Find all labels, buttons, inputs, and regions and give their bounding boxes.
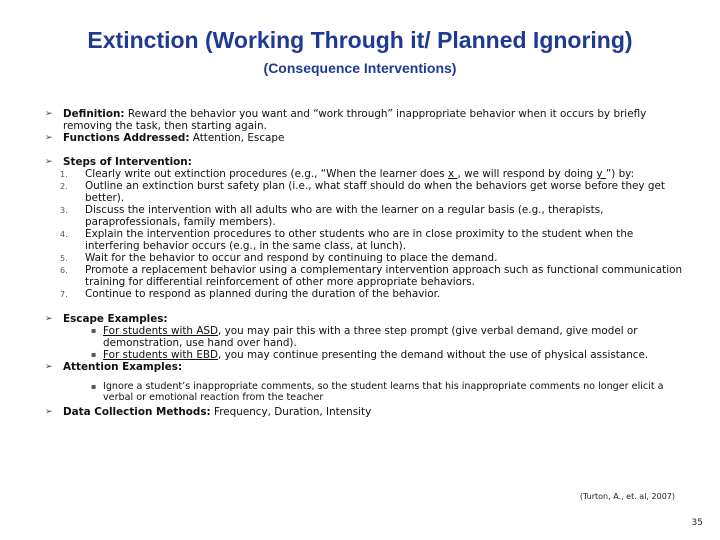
arrow-bullet-icon: ➢ [45, 133, 53, 143]
definition-bullet [45, 108, 685, 132]
page-number: 35 [691, 518, 703, 528]
step-text: Explain the intervention procedures to other students who are in close proximity to the student when the interfering behavior occurs (e.g., in the same class, at lunch). [85, 228, 634, 252]
slide-content [45, 108, 685, 418]
arrow-bullet-icon: ➢ [45, 109, 53, 119]
step-number: 7. [60, 290, 68, 299]
step-text: Discuss the intervention with all adults who are with the learner on a regular basis (e.g., therapists, paraprofessionals, family members). [85, 204, 604, 228]
step-number: 1. [60, 170, 68, 179]
slide-title: Extinction (Working Through it/ Planned Ignoring) [87, 27, 633, 53]
list-item [45, 288, 685, 300]
step-text: , we will respond by doing [457, 168, 597, 180]
step-text: ”) by: [605, 168, 635, 180]
step-text: Continue to respond as planned during the duration of the behavior. [85, 288, 441, 300]
attention-bullet [45, 361, 685, 373]
data-collection-text: Frequency, Duration, Intensity [210, 406, 372, 418]
escape-example-text: , you may pair this with a three step prompt (give verbal demand, give model or demonstration, use hand over hand). [103, 325, 638, 349]
definition-label: Definition: [63, 108, 125, 120]
list-item [45, 252, 685, 264]
steps-bullet [45, 156, 685, 168]
attention-example-text: Ignore a student’s inappropriate comments, so the student learns that his inappropriate comments no longer elicit a verbal or emotional reaction from the teacher [103, 381, 664, 403]
functions-text: Attention, Escape [189, 132, 285, 144]
escape-bullet [45, 313, 685, 325]
escape-label: Escape Examples: [63, 313, 168, 325]
step-text: Outline an extinction burst safety plan (i.e., what staff should do when the behaviors get worse before they get better). [85, 180, 665, 204]
step-number: 2. [60, 182, 68, 191]
functions-label: Functions Addressed: [63, 132, 190, 144]
list-item [45, 325, 685, 349]
step-number: 3. [60, 206, 68, 215]
step-number: 6. [60, 266, 68, 275]
data-collection-bullet [45, 406, 685, 418]
list-item [45, 349, 685, 361]
slide-subtitle: (Consequence Interventions) [263, 60, 457, 76]
square-bullet-icon: ▪ [91, 350, 97, 359]
step-text: Clearly write out extinction procedures (e.g., “When the learner does [85, 168, 449, 180]
arrow-bullet-icon: ➢ [45, 157, 53, 167]
square-bullet-icon: ▪ [91, 382, 97, 391]
attention-label: Attention Examples: [63, 361, 183, 373]
list-item [45, 228, 685, 252]
list-item [45, 180, 685, 204]
step-text: Promote a replacement behavior using a complementary intervention approach such as functional communication training for differential reinforcement of other more appropriate behaviors. [85, 264, 683, 288]
placeholder-x: x [448, 168, 458, 180]
list-item [45, 168, 685, 180]
escape-example-group: For students with EBD [103, 349, 219, 361]
escape-example-group: For students with ASD [103, 325, 219, 337]
step-number: 4. [60, 230, 68, 239]
arrow-bullet-icon: ➢ [45, 407, 53, 417]
arrow-bullet-icon: ➢ [45, 314, 53, 324]
list-item [45, 264, 685, 288]
step-text: Wait for the behavior to occur and respond by continuing to place the demand. [85, 252, 498, 264]
data-collection-label: Data Collection Methods: [63, 406, 211, 418]
functions-bullet [45, 132, 685, 144]
attention-list [45, 381, 685, 403]
square-bullet-icon: ▪ [91, 326, 97, 335]
arrow-bullet-icon: ➢ [45, 362, 53, 372]
steps-label: Steps of Intervention: [63, 156, 192, 168]
definition-text: Reward the behavior you want and “work through” inappropriate behavior when it occurs by briefly removing the task, then starting again. [63, 108, 647, 132]
escape-example-text: , you may continue presenting the demand without the use of physical assistance. [218, 349, 649, 361]
citation: (Turton, A., et. al, 2007) [579, 492, 675, 501]
placeholder-y: y [596, 168, 606, 180]
escape-list [45, 325, 685, 361]
list-item [45, 381, 685, 403]
list-item [45, 204, 685, 228]
steps-list [45, 168, 685, 300]
step-number: 5. [60, 254, 68, 263]
